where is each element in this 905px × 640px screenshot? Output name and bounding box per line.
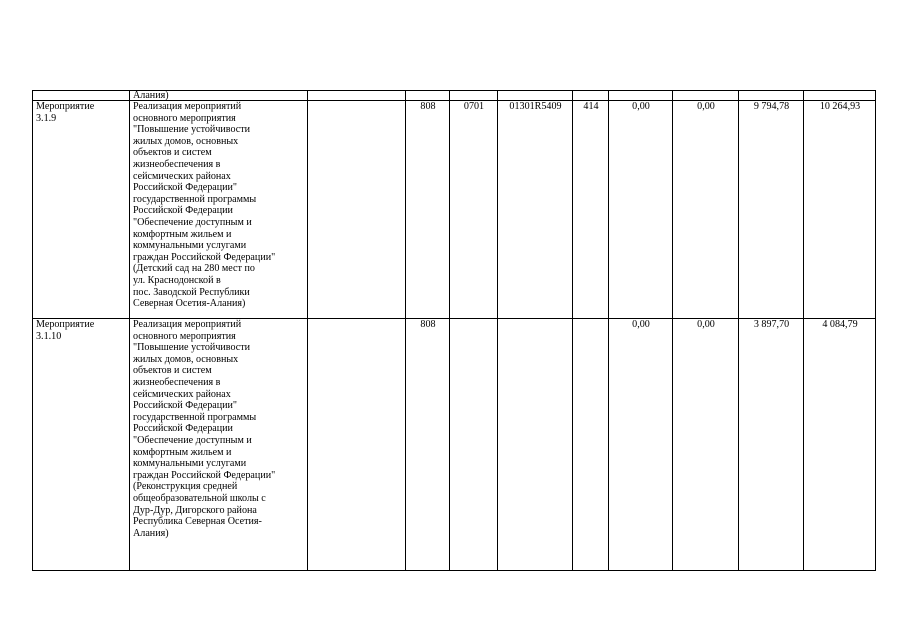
- cell-grbs: [406, 91, 450, 101]
- cell-description: Алания): [130, 91, 308, 101]
- cell-rzpr: [450, 319, 498, 571]
- cell-value-1: 0,00: [609, 319, 673, 571]
- cell-value-3: 9 794,78: [739, 101, 804, 319]
- cell-vr: 414: [573, 101, 609, 319]
- cell-description: Реализация мероприятий основного мероприятия "Повышение устойчивости жилых домов, основных объектов и систем жизнеобеспечения в сейсмических районах Российской Федерации" государственной программы Российской Федерации "Обеспечение доступным и комфортным жильем и коммунальными услугами граждан Российской Федерации" (Детский сад на 280 мест по ул. Краснодонской в пос. Заводской Республики Северная Осетия-Алания): [130, 101, 308, 319]
- cell-value-2: 0,00: [673, 319, 739, 571]
- cell-grbs: 808: [406, 101, 450, 319]
- cell-description: Реализация мероприятий основного мероприятия "Повышение устойчивости жилых домов, основных объектов и систем жизнеобеспечения в сейсмических районах Российской Федерации" государственной программы Российской Федерации "Обеспечение доступным и комфортным жильем и коммунальными услугами граждан Российской Федерации" (Реконструкция средней общеобразовательной школы с Дур-Дур, Дигорского района Республика Северная Осетия- Алания): [130, 319, 308, 571]
- cell-vr: [573, 91, 609, 101]
- cell-label: Мероприятие 3.1.10: [33, 319, 130, 571]
- cell-csr: 01301R5409: [498, 101, 573, 319]
- cell-value-3: [739, 91, 804, 101]
- cell-value-2: 0,00: [673, 101, 739, 319]
- cell-executor: [308, 101, 406, 319]
- cell-value-4: 10 264,93: [804, 101, 876, 319]
- cell-label: [33, 91, 130, 101]
- table-row: [33, 319, 876, 571]
- cell-value-1: 0,00: [609, 101, 673, 319]
- cell-label: Мероприятие 3.1.9: [33, 101, 130, 319]
- cell-executor: [308, 91, 406, 101]
- table-row-continuation: [33, 91, 876, 101]
- cell-value-4: [804, 91, 876, 101]
- cell-csr: [498, 91, 573, 101]
- cell-value-3: 3 897,70: [739, 319, 804, 571]
- cell-csr: [498, 319, 573, 571]
- cell-rzpr: [450, 91, 498, 101]
- cell-grbs: 808: [406, 319, 450, 571]
- cell-rzpr: 0701: [450, 101, 498, 319]
- cell-value-4: 4 084,79: [804, 319, 876, 571]
- cell-value-1: [609, 91, 673, 101]
- cell-executor: [308, 319, 406, 571]
- budget-table: [32, 90, 876, 571]
- cell-vr: [573, 319, 609, 571]
- table-row: [33, 101, 876, 319]
- cell-value-2: [673, 91, 739, 101]
